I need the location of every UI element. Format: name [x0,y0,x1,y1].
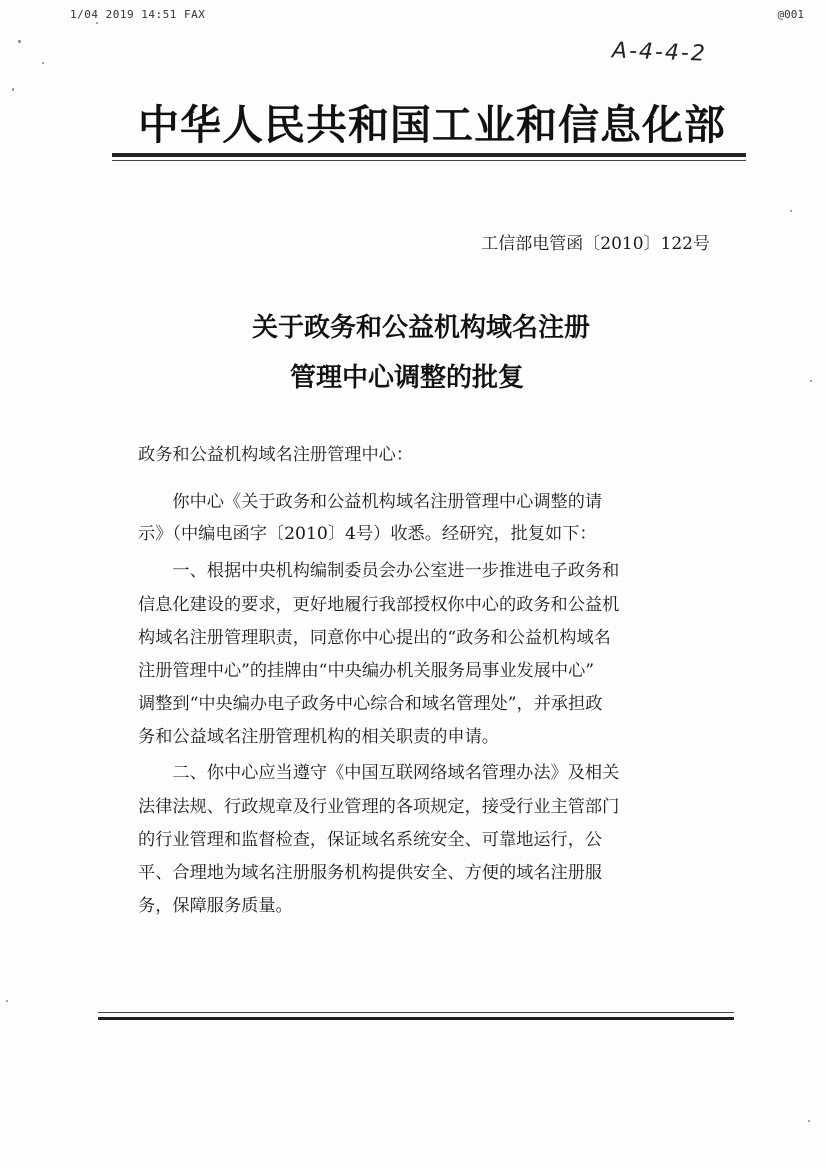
scan-speck [96,22,98,24]
body-line: 务和公益域名注册管理机构的相关职责的申请。 [138,727,499,747]
scan-speck [12,88,14,91]
addressee: 政务和公益机构域名注册管理中心： [138,445,414,465]
body-line: 平、合理地为域名注册服务机构提供安全、方便的域名注册服 [138,863,603,883]
scan-speck [808,1120,810,1122]
document-title-line-1: 关于政务和公益机构域名注册 [251,313,590,343]
body-line: 调整到“中央编办电子政务中心综合和域名管理处”，并承担政 [138,694,603,714]
body-line: 你中心《关于政务和公益机构域名注册管理中心调整的请 [138,492,603,512]
scan-speck [18,40,21,43]
footer-rule-thin [98,1012,734,1013]
handwritten-note: A-4-4-2 [611,38,708,67]
document-number: 工信部电管函〔2010〕122号 [481,234,710,254]
body-line: 注册管理中心”的挂牌由“中央编办机关服务局事业发展中心” [138,661,595,681]
body-line: 一、根据中央机构编制委员会办公室进一步推进电子政务和 [138,561,620,581]
body-line: 构域名注册管理职责，同意你中心提出的“政务和公益机构域名 [138,628,611,648]
scan-speck [810,380,812,382]
body-line: 务，保障服务质量。 [138,896,293,916]
letterhead-rule-thick [112,153,746,157]
letterhead-rule-thin [112,160,746,161]
fax-page-number: @001 [777,8,804,21]
document-body [138,486,714,922]
scan-speck [42,62,44,64]
fax-header: 1/04 2019 14:51 FAX [70,8,206,21]
body-line: 的行业管理和监督检查，保证域名系统安全、可靠地运行，公 [138,830,603,850]
body-line: 信息化建设的要求，更好地履行我部授权你中心的政务和公益机 [138,595,620,615]
body-line: 示》（中编电函字〔2010〕4号）收悉。经研究，批复如下： [138,524,597,544]
footer-rule-thick [98,1017,734,1020]
body-line: 法律法规、行政规章及行业管理的各项规定，接受行业主管部门 [138,797,620,817]
document-title-line-2: 管理中心调整的批复 [289,363,524,393]
body-line: 二、你中心应当遵守《中国互联网络域名管理办法》及相关 [138,763,620,783]
scan-speck [6,1000,8,1002]
scan-speck [790,210,792,212]
ministry-letterhead: 中华人民共和国工业和信息化部 [138,101,726,149]
